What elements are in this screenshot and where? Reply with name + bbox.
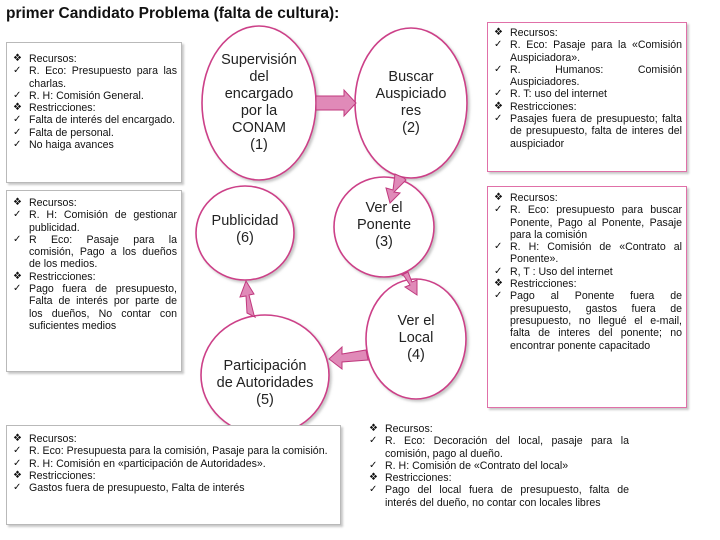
- node-6-line: Publicidad: [211, 213, 279, 229]
- section-heading-item: [367, 423, 629, 435]
- diamond-bullet-icon: ❖: [369, 472, 378, 484]
- arrow-4-to-5: [329, 347, 368, 369]
- page-title: primer Candidato Problema (falta de cultura):: [6, 5, 340, 22]
- item-text: R. H: Comisión de gestionar publicidad.: [29, 209, 177, 234]
- item-text: Pago fuera de presupuesto, Falta de interés por parte de los dueños, No contar con suficientes medios: [29, 283, 177, 332]
- arrow-1-to-2: [316, 90, 356, 116]
- item-text: Restricciones:: [29, 270, 96, 283]
- checklist-item: [11, 90, 177, 102]
- checklist-item: [492, 88, 682, 100]
- node-3-line: Ver el: [365, 200, 403, 216]
- section-heading-item: [492, 101, 682, 113]
- item-text: R. Eco: Decoración del local, pasaje para la comisión, pago al dueño.: [385, 435, 629, 460]
- node-1-line: Supervisión: [221, 52, 297, 68]
- item-text: R. H: Comisión de «Contrato al Ponente».: [510, 241, 682, 266]
- item-text: R, T : Uso del internet: [510, 265, 613, 278]
- checklist-item: [11, 139, 177, 151]
- node-label-4: [374, 313, 458, 364]
- section-heading-item: [11, 102, 177, 114]
- checkmark-icon: ✓: [13, 457, 22, 469]
- section-heading-item: [492, 27, 682, 39]
- section-heading-item: [367, 472, 629, 484]
- node-1-line: (1): [250, 137, 268, 153]
- info-list: [11, 433, 336, 494]
- node-label-3: [340, 200, 428, 251]
- checkmark-icon: ✓: [369, 484, 378, 496]
- checklist-item: [492, 241, 682, 266]
- checkmark-icon: ✓: [13, 233, 22, 245]
- item-text: Falta de interés del encargado.: [29, 114, 176, 127]
- item-text: No haiga avances: [29, 139, 114, 152]
- node-label-5: [203, 358, 327, 409]
- node-2-line: Auspiciado: [375, 86, 447, 102]
- checklist-item: [492, 64, 682, 89]
- checklist-item: [11, 482, 336, 494]
- info-box-supervision: [6, 42, 182, 183]
- diamond-bullet-icon: ❖: [13, 270, 22, 282]
- checklist-item: [492, 266, 682, 278]
- node-label-6: [200, 213, 290, 247]
- item-text: Recursos:: [29, 433, 77, 445]
- node-2-line: (2): [402, 120, 420, 136]
- info-box-ponente: [487, 186, 687, 408]
- node-4-line: Local: [398, 330, 434, 346]
- node-4-line: Ver el: [397, 313, 435, 329]
- item-text: Recursos:: [29, 53, 77, 65]
- info-box-local: [363, 418, 633, 536]
- item-text: Gastos fuera de presupuesto, Falta de interés: [29, 482, 245, 495]
- info-list: [492, 27, 682, 150]
- info-box-publicidad: [6, 190, 182, 372]
- checkmark-icon: ✓: [13, 283, 22, 295]
- diamond-bullet-icon: ❖: [13, 102, 22, 114]
- info-list: [367, 423, 629, 509]
- item-text: Recursos:: [385, 423, 433, 435]
- node-5-line: de Autoridades: [216, 375, 314, 391]
- checkmark-icon: ✓: [13, 65, 22, 77]
- item-text: R. T: uso del internet: [510, 88, 607, 101]
- node-6-line: (6): [236, 230, 254, 246]
- checkmark-icon: ✓: [494, 113, 503, 125]
- section-heading-item: [11, 53, 177, 65]
- node-3-line: Ponente: [356, 217, 412, 233]
- item-text: Pago al Ponente fuera de presupuesto, gastos fuera de presupuesto, no llegué el e-mail, falta de interes del ponente; no encontrar ponente capacitado: [510, 290, 682, 352]
- checkmark-icon: ✓: [494, 241, 503, 253]
- item-text: Falta de personal.: [29, 126, 114, 139]
- item-text: R Eco: Pasaje para la comisión, Pago a los dueños de los medios.: [29, 233, 177, 271]
- checklist-item: [492, 113, 682, 150]
- checklist-item: [11, 65, 177, 90]
- diamond-bullet-icon: ❖: [369, 423, 378, 434]
- checkmark-icon: ✓: [494, 265, 503, 277]
- info-box-auspiciadores: [487, 22, 687, 172]
- checkmark-icon: ✓: [13, 139, 22, 151]
- checklist-item: [367, 435, 629, 460]
- item-text: R. H: Comisión de «Contrato del local»: [385, 459, 569, 472]
- info-list: [11, 53, 177, 151]
- checkmark-icon: ✓: [494, 88, 503, 100]
- section-heading-item: [11, 433, 336, 445]
- node-1-line: encargado: [224, 86, 294, 102]
- item-text: Recursos:: [510, 192, 558, 204]
- item-text: R. Eco: presupuesto para buscar Ponente, Pago al Ponente, Pasaje para la comisión: [510, 204, 682, 241]
- node-5-line: Participación: [223, 358, 307, 374]
- checklist-item: [11, 209, 177, 234]
- item-text: R. H: Comisión General.: [29, 89, 144, 102]
- diamond-bullet-icon: ❖: [13, 197, 22, 208]
- item-text: Restricciones:: [29, 469, 96, 482]
- checklist-item: [11, 445, 336, 457]
- node-4-line: (4): [407, 347, 425, 363]
- checkmark-icon: ✓: [13, 209, 22, 221]
- item-text: Pasajes fuera de presupuesto; falta de presupuesto, falta de interes del auspiciador: [510, 113, 682, 150]
- info-box-autoridades: [6, 425, 341, 525]
- checklist-item: [367, 484, 629, 509]
- checklist-item: [11, 234, 177, 271]
- item-text: Pago del local fuera de presupuesto, falta de interés del dueño, no contar con locales libres: [385, 484, 629, 509]
- checkmark-icon: ✓: [369, 435, 378, 447]
- section-heading-item: [11, 470, 336, 482]
- info-list: [492, 192, 682, 352]
- checklist-item: [492, 39, 682, 64]
- item-text: R. Eco: Presupuesto para las charlas.: [29, 65, 177, 90]
- checkmark-icon: ✓: [13, 126, 22, 138]
- checkmark-icon: ✓: [13, 445, 22, 457]
- node-2-line: res: [400, 103, 422, 119]
- node-1-line: del: [249, 69, 269, 85]
- node-1-line: CONAM: [232, 120, 286, 136]
- node-5-line: (5): [256, 392, 274, 408]
- item-text: R. Eco: Presupuesta para la comisión, Pasaje para la comisión.: [29, 445, 328, 458]
- section-heading-item: [492, 192, 682, 204]
- node-label-1: [207, 52, 311, 154]
- item-text: Restricciones:: [29, 102, 96, 115]
- checkmark-icon: ✓: [494, 290, 503, 302]
- node-1-line: por la: [240, 103, 278, 119]
- node-3-line: (3): [375, 234, 393, 250]
- diamond-bullet-icon: ❖: [494, 192, 503, 203]
- diamond-bullet-icon: ❖: [494, 27, 503, 38]
- item-text: R. H: Comisión en «participación de Autoridades».: [29, 457, 266, 470]
- checklist-item: [492, 290, 682, 351]
- checklist-item: [11, 127, 177, 139]
- checklist-item: [11, 458, 336, 470]
- checklist-item: [11, 114, 177, 126]
- checklist-item: [367, 460, 629, 472]
- diamond-bullet-icon: ❖: [13, 469, 22, 481]
- checkmark-icon: ✓: [13, 114, 22, 126]
- section-heading-item: [11, 271, 177, 283]
- node-label-2: [360, 69, 462, 137]
- item-text: R. Humanos: Comisión Auspiciadores.: [510, 63, 682, 89]
- diamond-bullet-icon: ❖: [494, 100, 503, 112]
- checkmark-icon: ✓: [494, 204, 503, 216]
- checkmark-icon: ✓: [494, 39, 503, 51]
- diamond-bullet-icon: ❖: [13, 433, 22, 444]
- node-2-line: Buscar: [388, 69, 434, 85]
- item-text: Restricciones:: [510, 278, 577, 291]
- item-text: Recursos:: [29, 197, 77, 209]
- checklist-item: [492, 204, 682, 241]
- diamond-bullet-icon: ❖: [13, 53, 22, 64]
- checkmark-icon: ✓: [369, 459, 378, 471]
- checklist-item: [11, 283, 177, 332]
- item-text: Restricciones:: [510, 100, 577, 113]
- item-text: Recursos:: [510, 27, 558, 39]
- section-heading-item: [492, 278, 682, 290]
- checkmark-icon: ✓: [13, 89, 22, 101]
- checkmark-icon: ✓: [494, 63, 503, 75]
- checkmark-icon: ✓: [13, 482, 22, 494]
- item-text: R. Eco: Pasaje para la «Comisión Auspiciadora».: [510, 39, 682, 64]
- arrow-5-to-6: [240, 281, 255, 317]
- diamond-bullet-icon: ❖: [494, 278, 503, 290]
- info-list: [11, 197, 177, 332]
- section-heading-item: [11, 197, 177, 209]
- item-text: Restricciones:: [385, 472, 452, 485]
